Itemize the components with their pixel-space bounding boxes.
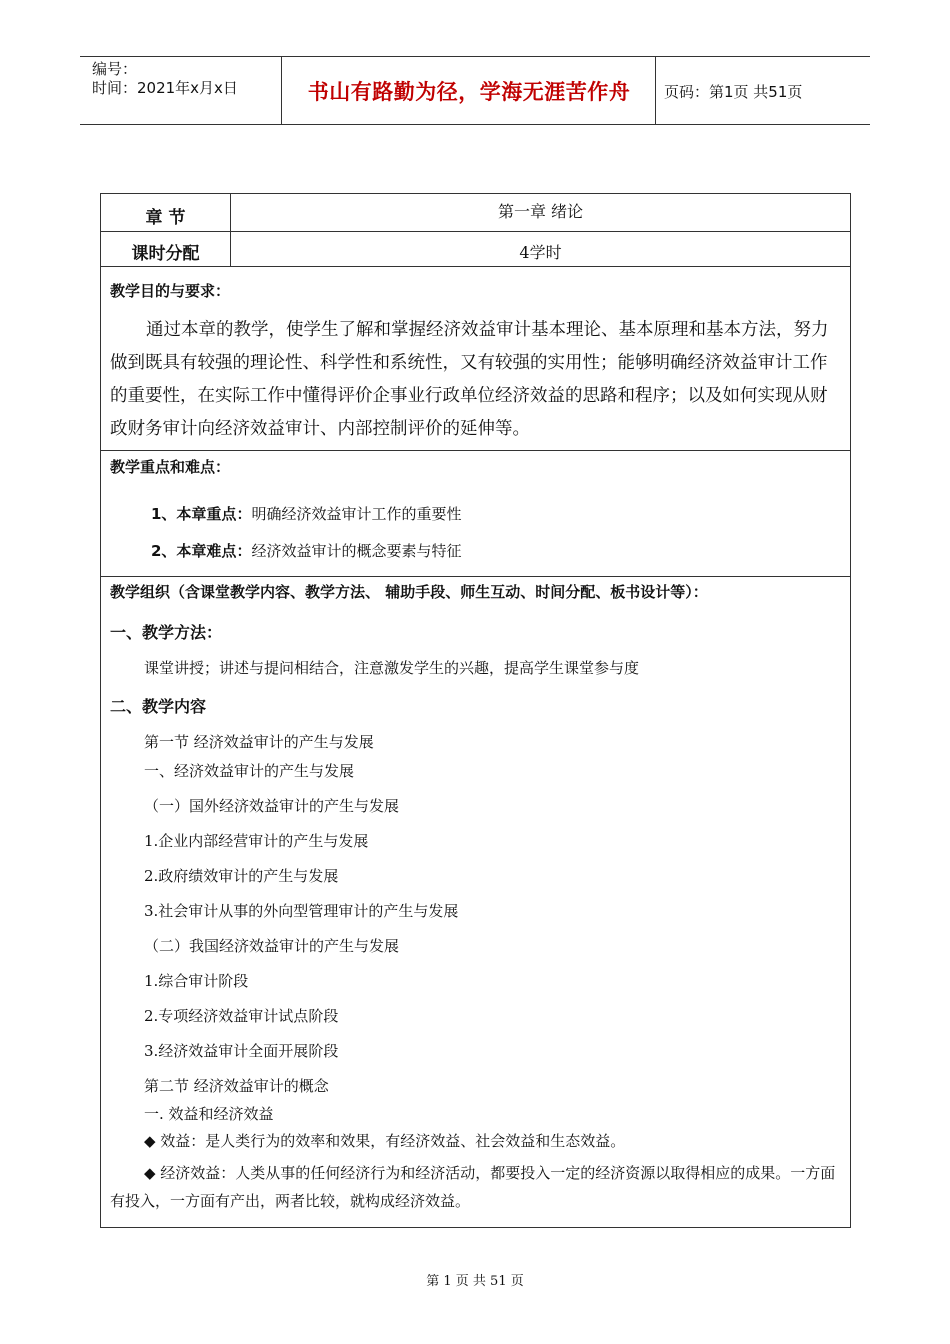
content-line: 第一节 经济效益审计的产生与发展 bbox=[144, 733, 374, 751]
hours-value: 4学时 bbox=[519, 243, 562, 262]
document-time-label: 时间：2021年x月x日 bbox=[92, 79, 238, 97]
content-line: 2.政府绩效审计的产生与发展 bbox=[144, 867, 339, 885]
teaching-method-title: 一、教学方法： bbox=[110, 623, 223, 642]
header-motto: 书山有路勤为径，学海无涯苦作舟 bbox=[307, 80, 631, 104]
row-separator bbox=[101, 266, 850, 267]
difficult-point bbox=[151, 540, 461, 561]
key-point-label: 1、本章重点： bbox=[151, 505, 252, 523]
row-separator bbox=[101, 450, 850, 451]
content-line: 3.经济效益审计全面开展阶段 bbox=[144, 1042, 339, 1060]
organization-title: 教学组织（含课堂教学内容、教学方法、 辅助手段、师生互动、时间分配、板书设计等）： bbox=[110, 583, 708, 601]
difficult-point-text: 经济效益审计的概念要素与特征 bbox=[251, 542, 462, 560]
teaching-content-title: 二、教学内容 bbox=[110, 697, 207, 716]
objectives-title: 教学目的与要求： bbox=[110, 282, 231, 300]
page-footer: 第 1 页 共 51 页 bbox=[426, 1274, 524, 1289]
objectives-text: 通过本章的教学，使学生了解和掌握经济效益审计基本理论、基本原理和基本方法，努力做到既具有较强的理论性、科学性和系统性，又有较强的实用性；能够明确经济效益审计工作的重要性，在实际工作中懂得评价企事业行政单位经济效益的思路和程序；以及如何实现从财政财务审计向经济效益审计、内部控制评价的延伸等。 bbox=[110, 320, 829, 439]
row-separator bbox=[101, 231, 850, 232]
header-top-rule bbox=[80, 56, 870, 57]
header-meta bbox=[92, 60, 238, 98]
content-line: 1.综合审计阶段 bbox=[144, 972, 249, 990]
lesson-plan-table bbox=[100, 193, 851, 1228]
chapter-label: 章 节 bbox=[145, 208, 186, 228]
content-line: 1.企业内部经营审计的产生与发展 bbox=[144, 832, 369, 850]
chapter-value: 第一章 绪论 bbox=[497, 202, 584, 221]
bullet-economic-benefit: ◆ 经济效益：人类从事的任何经济行为和经济活动，都要投入一定的经济资源以取得相应的成果。一方面有投入，一方面有产出，两者比较，就构成经济效益。 bbox=[110, 1164, 836, 1210]
difficult-point-label: 2、本章难点： bbox=[151, 542, 252, 560]
content-line: （一）国外经济效益审计的产生与发展 bbox=[144, 797, 400, 815]
key-point-text: 明确经济效益审计工作的重要性 bbox=[251, 505, 462, 523]
teaching-method-text: 课堂讲授；讲述与提问相结合，注意激发学生的兴趣，提高学生课堂参与度 bbox=[144, 659, 640, 677]
hours-label: 课时分配 bbox=[131, 244, 200, 264]
key-points-title: 教学重点和难点： bbox=[110, 458, 231, 476]
content-line: （二）我国经济效益审计的产生与发展 bbox=[144, 937, 400, 955]
key-point bbox=[151, 503, 461, 524]
content-line: 一、经济效益审计的产生与发展 bbox=[144, 762, 355, 780]
document-number-label: 编号： bbox=[92, 60, 138, 78]
header-bottom-rule bbox=[80, 124, 870, 125]
header-page-info: 页码：第1页 共51页 bbox=[664, 83, 803, 101]
content-line: 第二节 经济效益审计的概念 bbox=[144, 1077, 329, 1095]
content-line: 一. 效益和经济效益 bbox=[144, 1105, 274, 1123]
content-line: 3.社会审计从事的外向型管理审计的产生与发展 bbox=[144, 902, 459, 920]
row-separator bbox=[101, 576, 850, 577]
content-line: 2.专项经济效益审计试点阶段 bbox=[144, 1007, 339, 1025]
bullet-benefit: ◆ 效益：是人类行为的效率和效果，有经济效益、社会效益和生态效益。 bbox=[144, 1132, 626, 1150]
